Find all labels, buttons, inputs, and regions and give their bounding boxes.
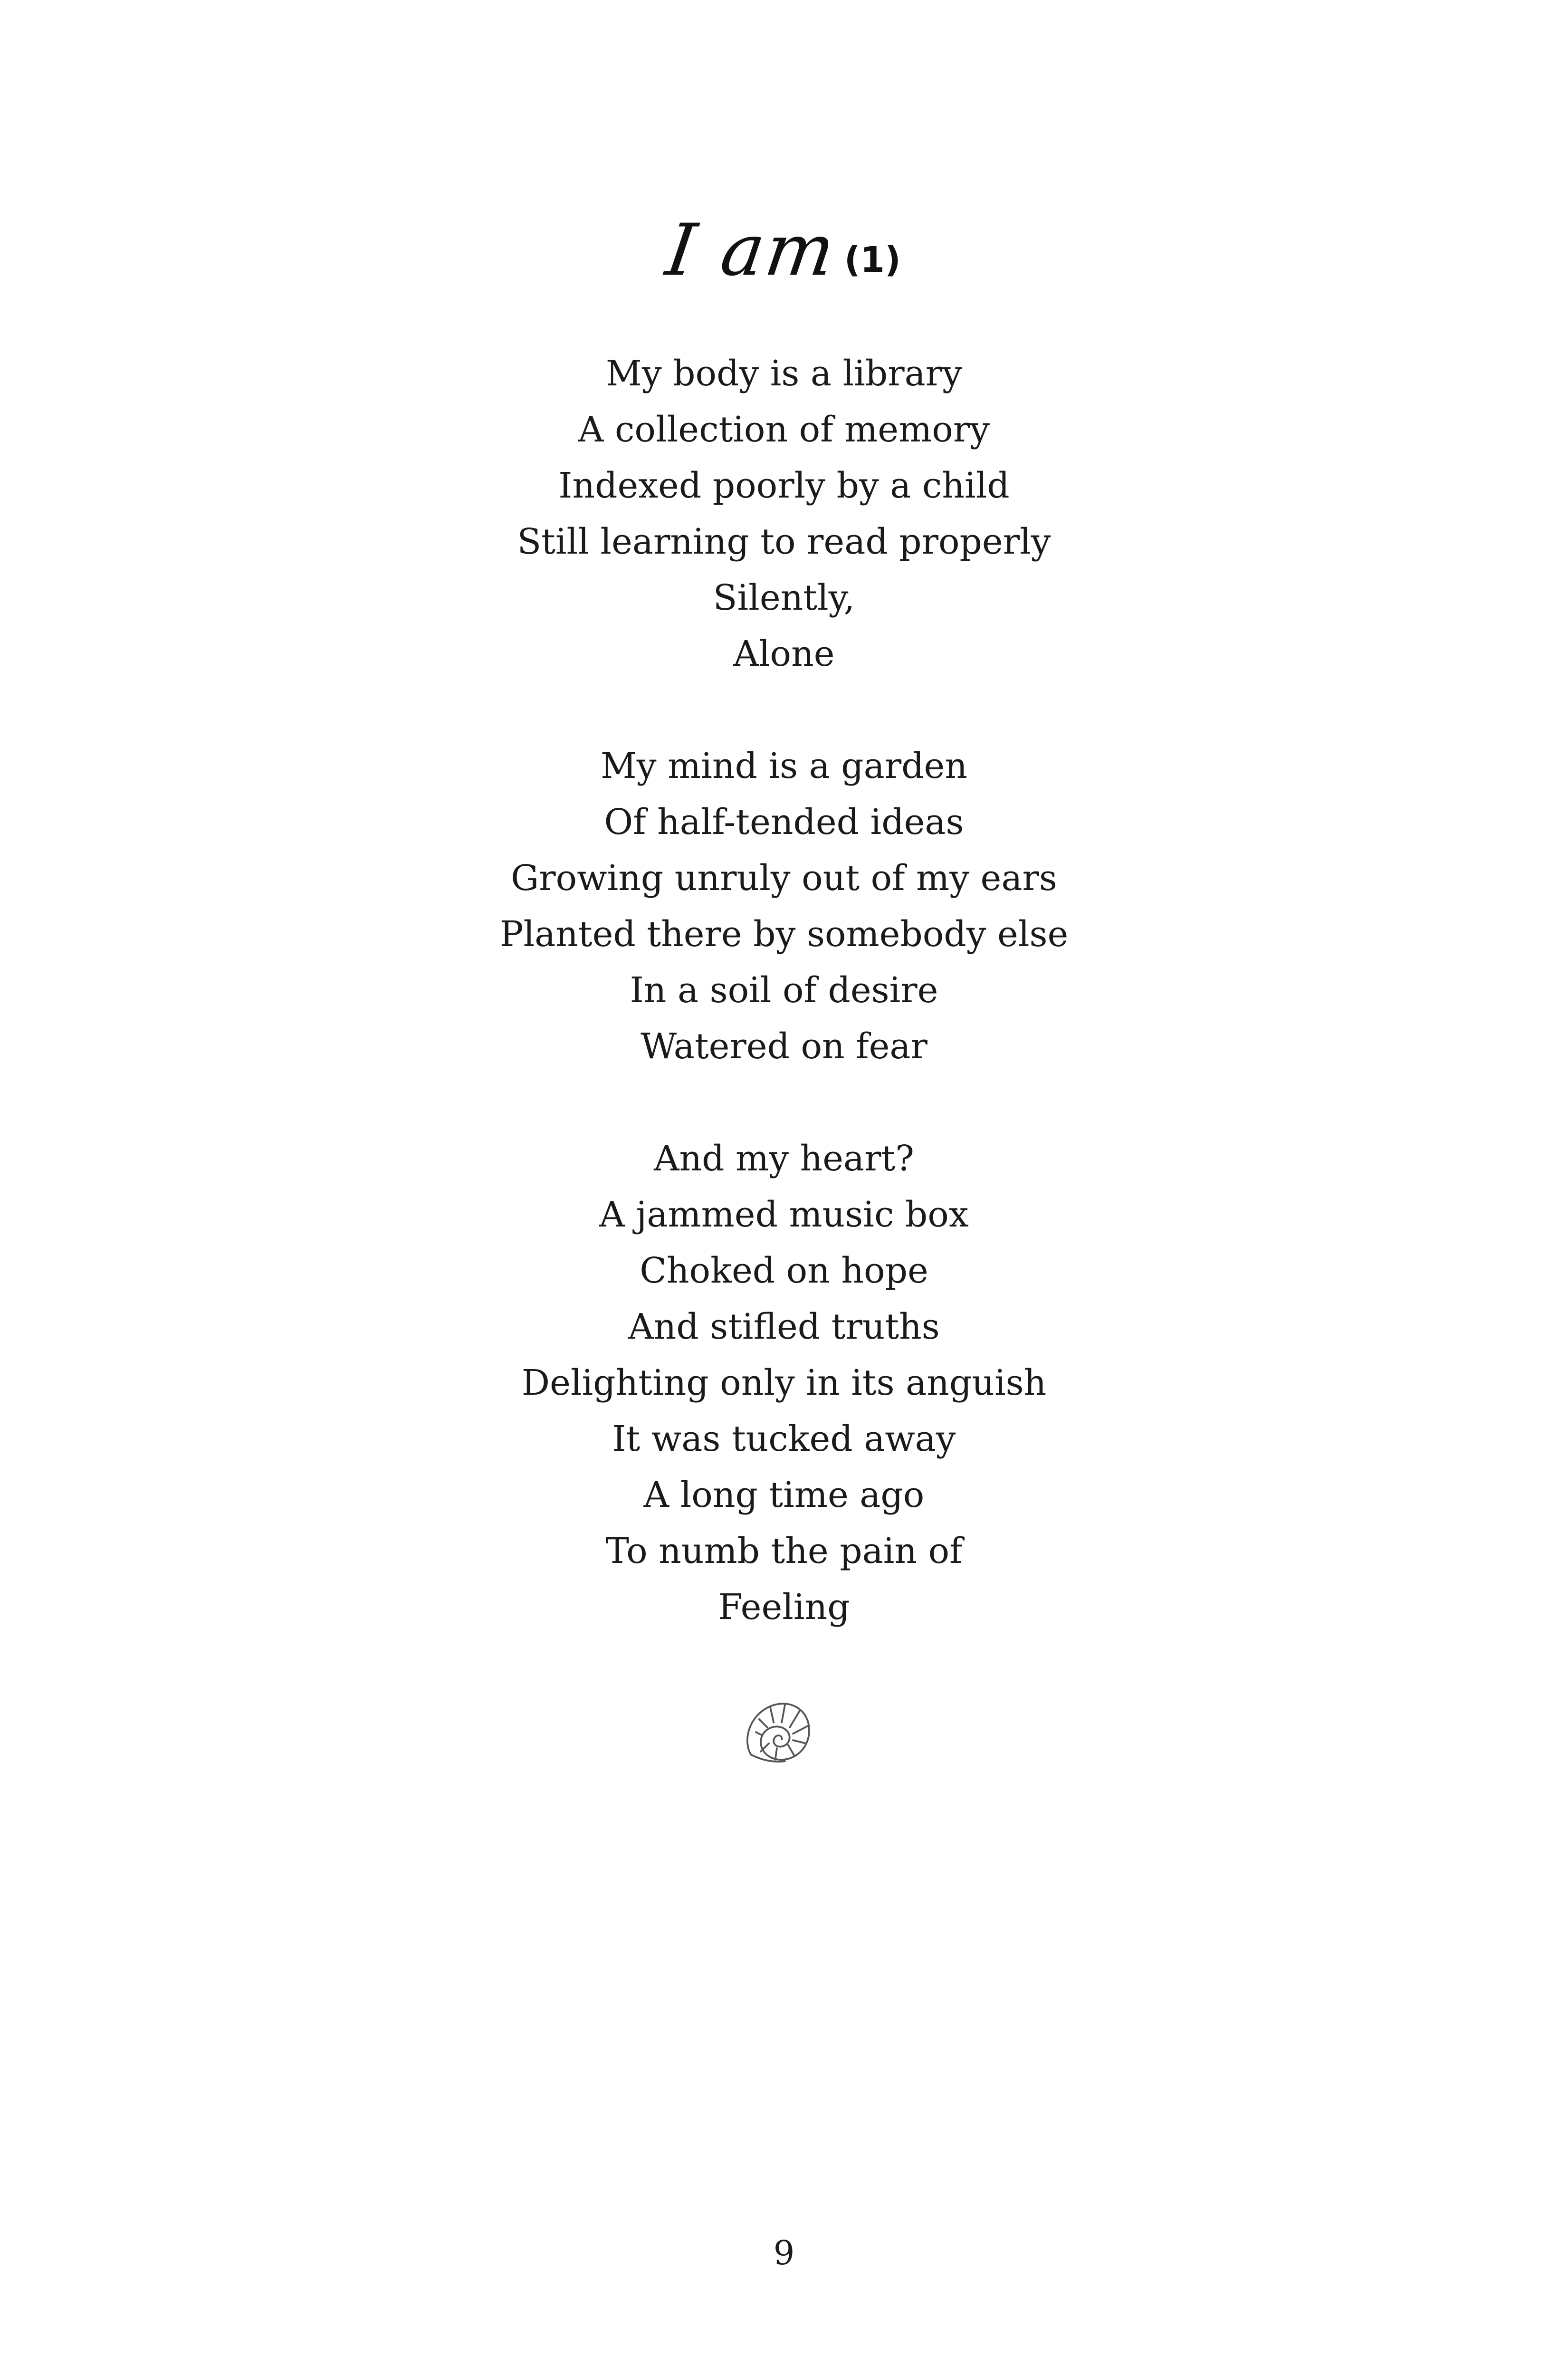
stanza-gap [0,682,1568,738]
poem-title-script: I am [661,209,841,292]
poem-line: And my heart? [654,1138,914,1179]
poem-line: To numb the pain of [605,1531,963,1571]
poem-line: Still learning to read properly [517,521,1051,562]
poem-line: Delighting only in its anguish [521,1362,1047,1403]
poem-line: Alone [733,633,835,674]
poem-line: And stifled truths [628,1306,940,1347]
stanza-1 [0,345,1568,682]
stanza-2 [0,738,1568,1074]
stanza-3 [0,1131,1568,1635]
poem-line: Growing unruly out of my ears [511,858,1057,899]
page-number: 9 [773,2233,795,2272]
poem-title [0,209,1568,292]
poem-line: Watered on fear [641,1026,927,1067]
poem-line: My mind is a garden [601,746,967,786]
poem-line: It was tucked away [612,1418,956,1459]
stanza-gap [0,1074,1568,1131]
poem-line: Choked on hope [640,1250,928,1291]
poem-line: A long time ago [643,1475,925,1515]
poem-line: In a soil of desire [630,970,938,1011]
poem-line: A collection of memory [578,409,990,450]
poem-line: A jammed music box [599,1194,969,1235]
poem-line: Of half-tended ideas [604,802,964,843]
shell-icon [736,1692,817,1772]
poem-title-number: (1) [844,240,901,280]
poem-body [0,345,1568,1635]
poem-line: My body is a library [606,353,962,394]
poem-line: Silently, [713,577,855,618]
poem-line: Feeling [718,1587,850,1628]
poem-line: Indexed poorly by a child [558,465,1010,506]
poem-line: Planted there by somebody else [499,914,1069,955]
